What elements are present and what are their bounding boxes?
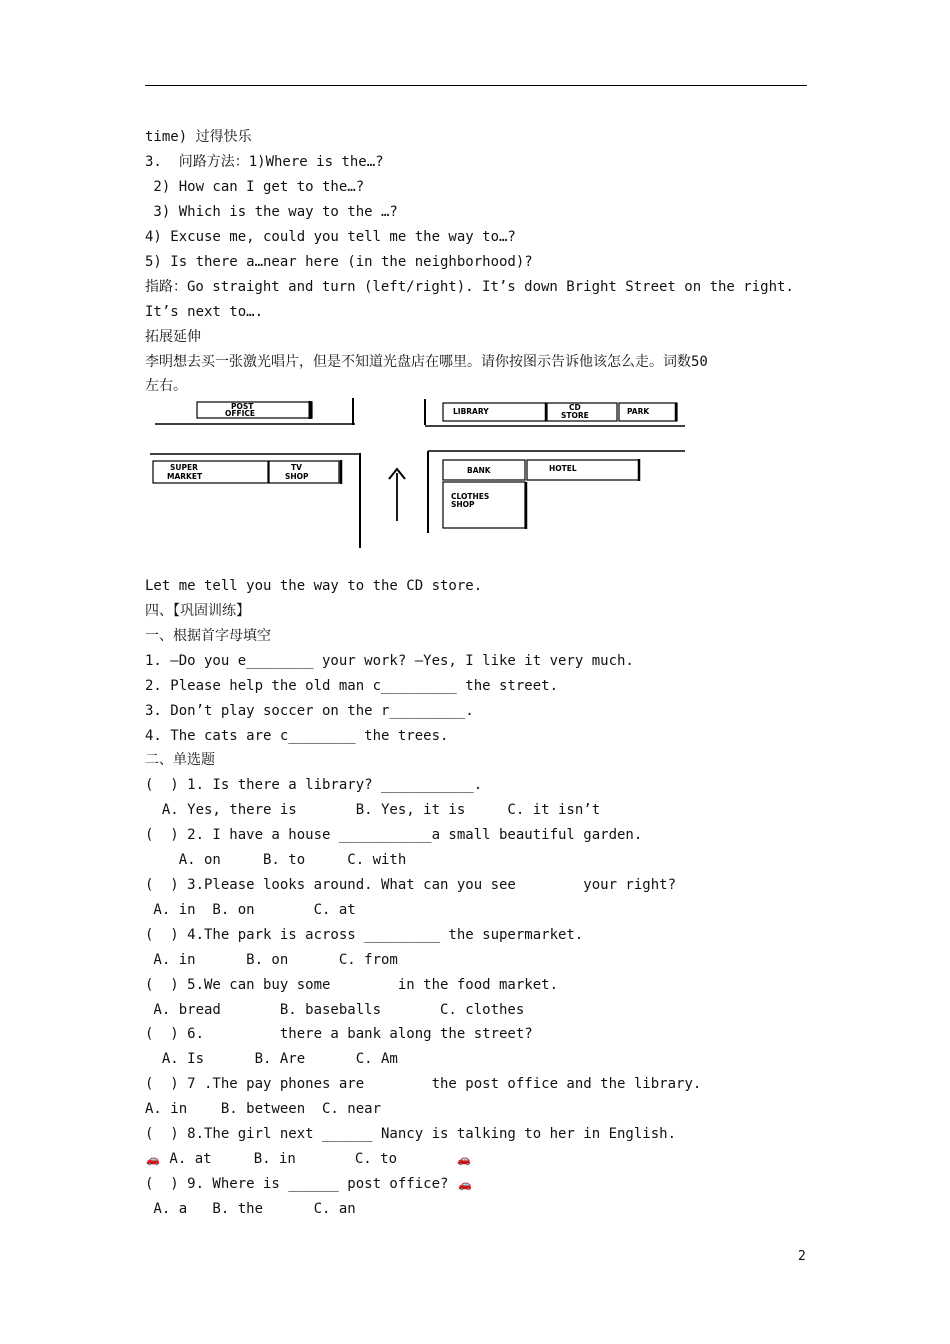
options: A. in B. on C. from [145,952,398,968]
supermarket-label: MARKET [167,472,203,481]
text-line: 3. 问路方法：1)Where is the…? [145,154,384,170]
options: A. in B. between C. near [145,1101,382,1117]
section-heading: 四、【巩固训练】 [145,603,250,619]
text-line: 3) Which is the way to the …? [145,204,398,220]
tv-shop-label: SHOP [285,472,309,481]
street-map [145,393,705,553]
car-icon: 🚗 [458,1178,472,1191]
park-label: PARK [627,407,650,416]
question: ( ) 2. I have a house ___________a small beautiful garden. [145,827,643,843]
tv-shop-label: TV [291,463,302,472]
question: ( ) 8.The girl next ______ Nancy is talking to her in English. [145,1126,677,1142]
library-label: LIBRARY [453,407,489,416]
text-line: time) 过得快乐 [145,129,252,145]
question: ( ) 5.We can buy some in the food market. [145,977,559,993]
options: A. Yes, there is B. Yes, it is C. it isn’t [145,802,601,818]
section-heading: 一、根据首字母填空 [145,628,271,644]
clothes-shop-label: SHOP [451,500,475,509]
supermarket-label: SUPER [170,463,198,472]
section-heading: 二、单选题 [145,752,215,768]
text-line: 4) Excuse me, could you tell me the way to…? [145,229,516,245]
exercise-item: 4. The cats are c________ the trees. [145,728,449,744]
hotel-label: HOTEL [549,464,577,473]
question: ( ) 6. there a bank along the street? [145,1026,533,1042]
text-line: 5) Is there a…near here (in the neighborhood)? [145,254,533,270]
question: ( ) 1. Is there a library? ___________. [145,777,483,793]
options [145,1150,472,1169]
post-office-label: OFFICE [225,409,256,418]
question: ( ) 4.The park is across _________ the supermarket. [145,927,584,943]
question: ( ) 7 .The pay phones are the post office and the library. [145,1076,702,1092]
question: ( ) 3.Please looks around. What can you see your right? [145,877,677,893]
options: A. Is B. Are C. Am [145,1051,398,1067]
text-line: 左右。 [145,378,187,394]
text-line: It’s next to…. [145,304,264,320]
clothes-shop-label: CLOTHES [451,492,490,501]
page-number: 2 [798,1249,806,1264]
car-icon: 🚗 [146,1153,160,1166]
exercise-item: 2. Please help the old man c_________ the street. [145,678,559,694]
post-office-label: POST [231,402,254,411]
section-heading: 拓展延伸 [145,329,201,345]
exercise-item: 3. Don’t play soccer on the r_________. [145,703,474,719]
options: A. a B. the C. an [145,1201,356,1217]
options: A. on B. to C. with [145,852,407,868]
options: A. bread B. baseballs C. clothes [145,1002,525,1018]
hotel-box [527,460,639,480]
text-line: 指路：Go straight and turn (left/right). It’s down Bright Street on the right. [145,279,794,295]
cd-store-label: CD [569,403,581,412]
options: A. in B. on C. at [145,902,356,918]
exercise-item: 1. —Do you e________ your work? —Yes, I like it very much. [145,653,634,669]
question [145,1175,473,1194]
header-rule [145,85,807,86]
question-text: ( ) 9. Where is ______ post office? [145,1176,457,1192]
text-line: Let me tell you the way to the CD store. [145,578,483,594]
bank-label: BANK [467,466,491,475]
car-icon: 🚗 [457,1153,471,1166]
options-text: A. at B. in C. to [161,1151,457,1167]
text-line: 2) How can I get to the…? [145,179,365,195]
text-line: 李明想去买一张激光唱片，但是不知道光盘店在哪里。请你按图示告诉他该怎么走。词数50 [145,354,708,370]
cd-store-label: STORE [561,411,589,420]
